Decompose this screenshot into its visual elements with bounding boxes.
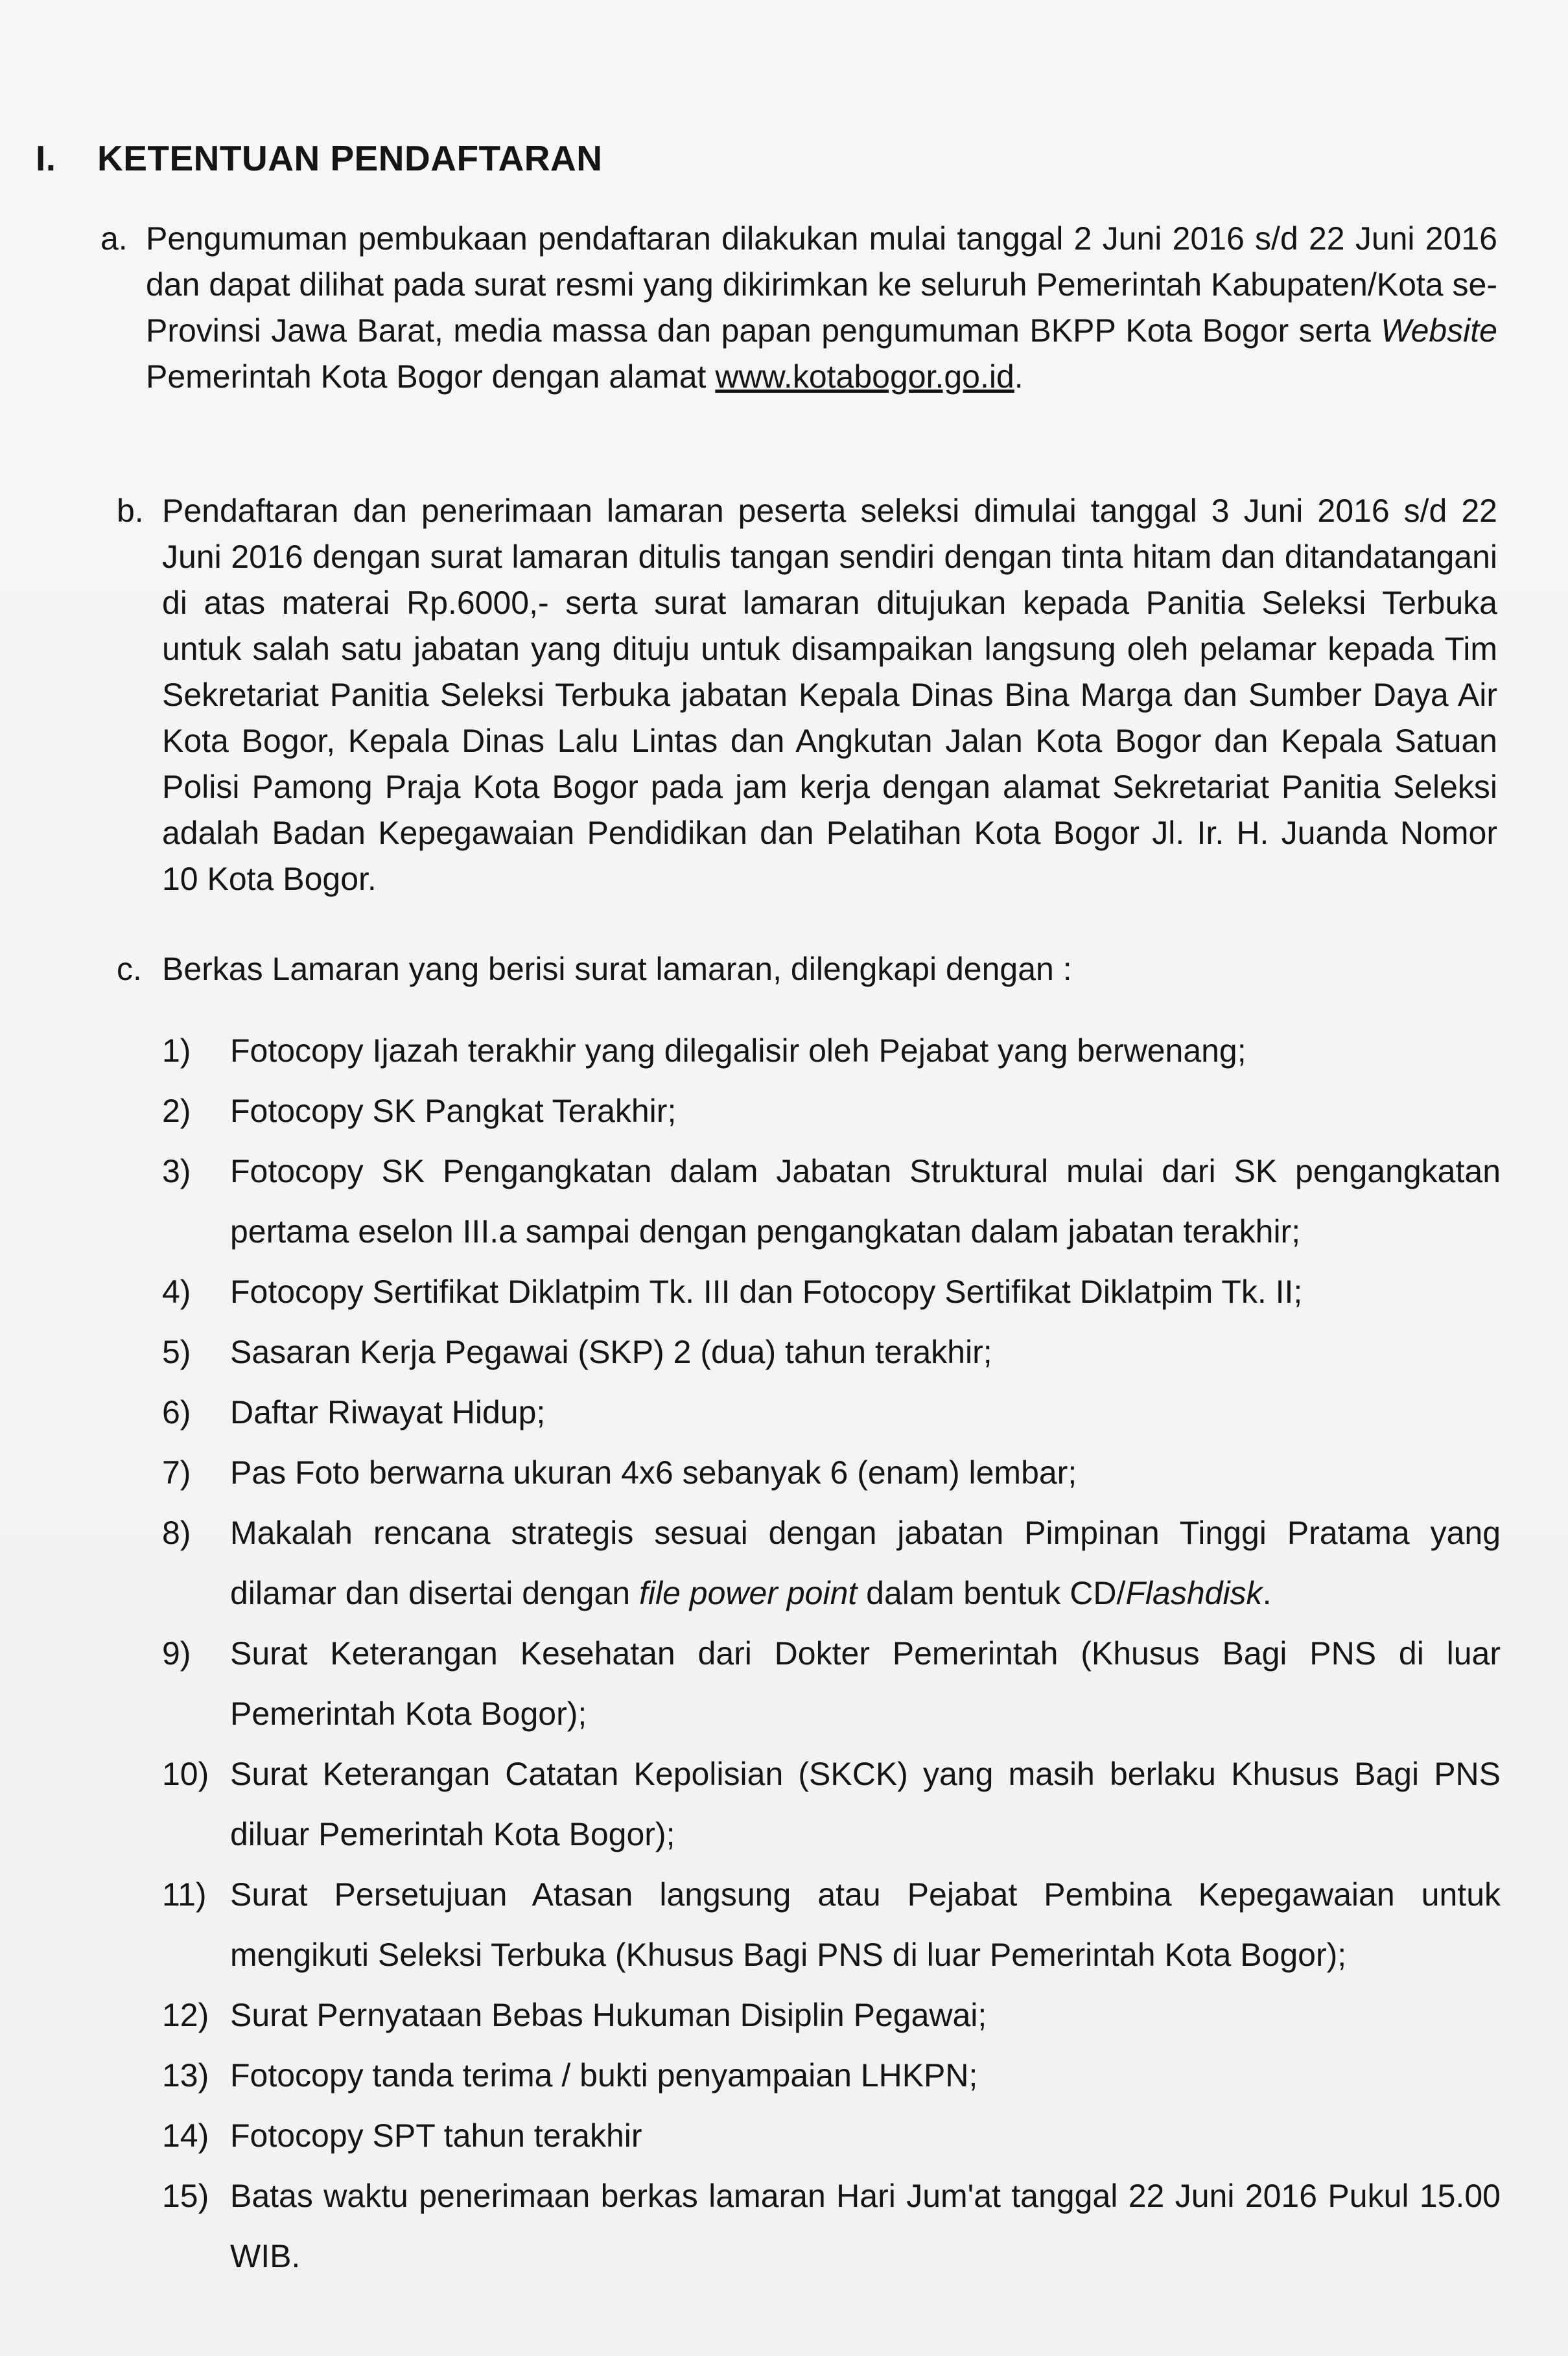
list-item-number: 12) <box>162 1997 209 2033</box>
section-number: I. <box>36 138 56 178</box>
list-item-text: Surat Keterangan Kesehatan dari Dokter Pemerintah (Khusus Bagi PNS di luar Pemerintah Kota Bogor); <box>230 1635 1501 1732</box>
list-item-text: Fotocopy SK Pengangkatan dalam Jabatan Struktural mulai dari SK pengangkatan pertama eselon III.a sampai dengan pengangkatan dalam jabatan terakhir; <box>230 1153 1501 1250</box>
paragraph-b <box>117 488 1497 902</box>
list-item-text-italic: Flashdisk <box>1125 1575 1263 1611</box>
list-item-number: 5) <box>162 1334 191 1370</box>
requirements-list <box>162 1021 1501 2287</box>
list-item <box>162 1382 1501 1443</box>
list-item-number: 10) <box>162 1756 209 1792</box>
list-item <box>162 1443 1501 1503</box>
list-item <box>162 1985 1501 2046</box>
section-title: KETENTUAN PENDAFTARAN <box>97 138 603 178</box>
paragraph-a-text-3: . <box>1014 358 1024 395</box>
list-item <box>162 2046 1501 2106</box>
list-item-text: Pas Foto berwarna ukuran 4x6 sebanyak 6 (enam) lembar; <box>230 1454 1077 1491</box>
paragraph-c-text: Berkas Lamaran yang berisi surat lamaran, dilengkapi dengan : <box>162 951 1072 987</box>
paragraph-a <box>100 216 1497 400</box>
list-item-number: 7) <box>162 1454 191 1491</box>
list-item-text: Sasaran Kerja Pegawai (SKP) 2 (dua) tahun terakhir; <box>230 1334 992 1370</box>
paragraph-b-marker: b. <box>117 493 144 529</box>
list-item-text: Fotocopy SPT tahun terakhir <box>230 2117 642 2154</box>
list-item-text: dalam bentuk CD/ <box>857 1575 1126 1611</box>
paragraph-c-marker: c. <box>117 951 142 987</box>
paragraph-a-text-1: Pengumuman pembukaan pendaftaran dilakukan mulai tanggal 2 Juni 2016 s/d 22 Juni 2016 dan dapat dilihat pada surat resmi yang dikirimkan ke seluruh Pemerintah Kabupaten/Kota se- Provinsi Jawa Barat, media massa dan papan pengumuman BKPP Kota Bogor serta <box>146 220 1497 349</box>
paragraph-b-text: Pendaftaran dan penerimaan lamaran peserta seleksi dimulai tanggal 3 Juni 2016 s/d 22 Juni 2016 dengan surat lamaran ditulis tangan sendiri dengan tinta hitam dan ditandatangani di atas materai Rp.6000,- serta surat lamaran ditujukan kepada Panitia Seleksi Terbuka untuk salah satu jabatan yang dituju untuk disampaikan langsung oleh pelamar kepada Tim Sekretariat Panitia Seleksi Terbuka jabatan Kepala Dinas Bina Marga dan Sumber Daya Air Kota Bogor, Kepala Dinas Lalu Lintas dan Angkutan Jalan Kota Bogor dan Kepala Satuan Polisi Pamong Praja Kota Bogor pada jam kerja dengan alamat Sekretariat Panitia Seleksi adalah Badan Kepegawaian Pendidikan dan Pelatihan Kota Bogor Jl. Ir. H. Juanda Nomor 10 Kota Bogor. <box>162 493 1497 897</box>
list-item-number: 11) <box>162 1876 207 1913</box>
list-item <box>162 1141 1501 1262</box>
list-item-text: Fotocopy SK Pangkat Terakhir; <box>230 1093 677 1129</box>
list-item <box>162 1624 1501 1744</box>
list-item-number: 8) <box>162 1515 191 1551</box>
list-item <box>162 1262 1501 1322</box>
list-item-number: 1) <box>162 1032 191 1069</box>
list-item <box>162 1744 1501 1865</box>
list-item-number: 3) <box>162 1153 191 1189</box>
list-item-number: 15) <box>162 2178 209 2214</box>
list-item <box>162 2106 1501 2166</box>
website-link[interactable]: www.kotabogor.go.id <box>715 358 1014 395</box>
paragraph-a-marker: a. <box>100 220 128 257</box>
list-item-number: 4) <box>162 1274 191 1310</box>
list-item-number: 2) <box>162 1093 191 1129</box>
list-item <box>162 2166 1501 2287</box>
section-heading <box>36 137 602 179</box>
list-item-text: Surat Pernyataan Bebas Hukuman Disiplin Pegawai; <box>230 1997 987 2033</box>
list-item-text-italic: file power point <box>638 1575 858 1611</box>
list-item-text: Fotocopy Sertifikat Diklatpim Tk. III dan Fotocopy Sertifikat Diklatpim Tk. II; <box>230 1274 1303 1310</box>
list-item-text: Surat Keterangan Catatan Kepolisian (SKCK) yang masih berlaku Khusus Bagi PNS diluar Pemerintah Kota Bogor); <box>230 1756 1501 1852</box>
list-item-text: Fotocopy Ijazah terakhir yang dilegalisir oleh Pejabat yang berwenang; <box>230 1032 1246 1069</box>
paragraph-a-website-word: Website <box>1381 312 1497 349</box>
list-item-number: 6) <box>162 1394 191 1430</box>
list-item <box>162 1865 1501 1985</box>
list-item-text: Batas waktu penerimaan berkas lamaran Hari Jum'at tanggal 22 Juni 2016 Pukul 15.00 WIB. <box>230 2178 1501 2274</box>
list-item <box>162 1503 1501 1624</box>
list-item-number: 14) <box>162 2117 209 2154</box>
paragraph-a-text-2: Pemerintah Kota Bogor dengan alamat <box>146 358 716 395</box>
list-item <box>162 1021 1501 1081</box>
list-item-text: Makalah rencana strategis sesuai dengan jabatan Pimpinan Tinggi Pratama yang dilamar dan disertai dengan <box>230 1515 1501 1611</box>
list-item-text: . <box>1262 1575 1272 1611</box>
paragraph-c <box>117 946 1497 992</box>
list-item-text: Daftar Riwayat Hidup; <box>230 1394 546 1430</box>
list-item <box>162 1081 1501 1141</box>
list-item-number: 9) <box>162 1635 191 1672</box>
list-item-text: Surat Persetujuan Atasan langsung atau Pejabat Pembina Kepegawaian untuk mengikuti Seleksi Terbuka (Khusus Bagi PNS di luar Pemerintah Kota Bogor); <box>230 1876 1501 1973</box>
list-item-number: 13) <box>162 2057 209 2094</box>
list-item-text: Fotocopy tanda terima / bukti penyampaian LHKPN; <box>230 2057 978 2094</box>
list-item <box>162 1322 1501 1382</box>
